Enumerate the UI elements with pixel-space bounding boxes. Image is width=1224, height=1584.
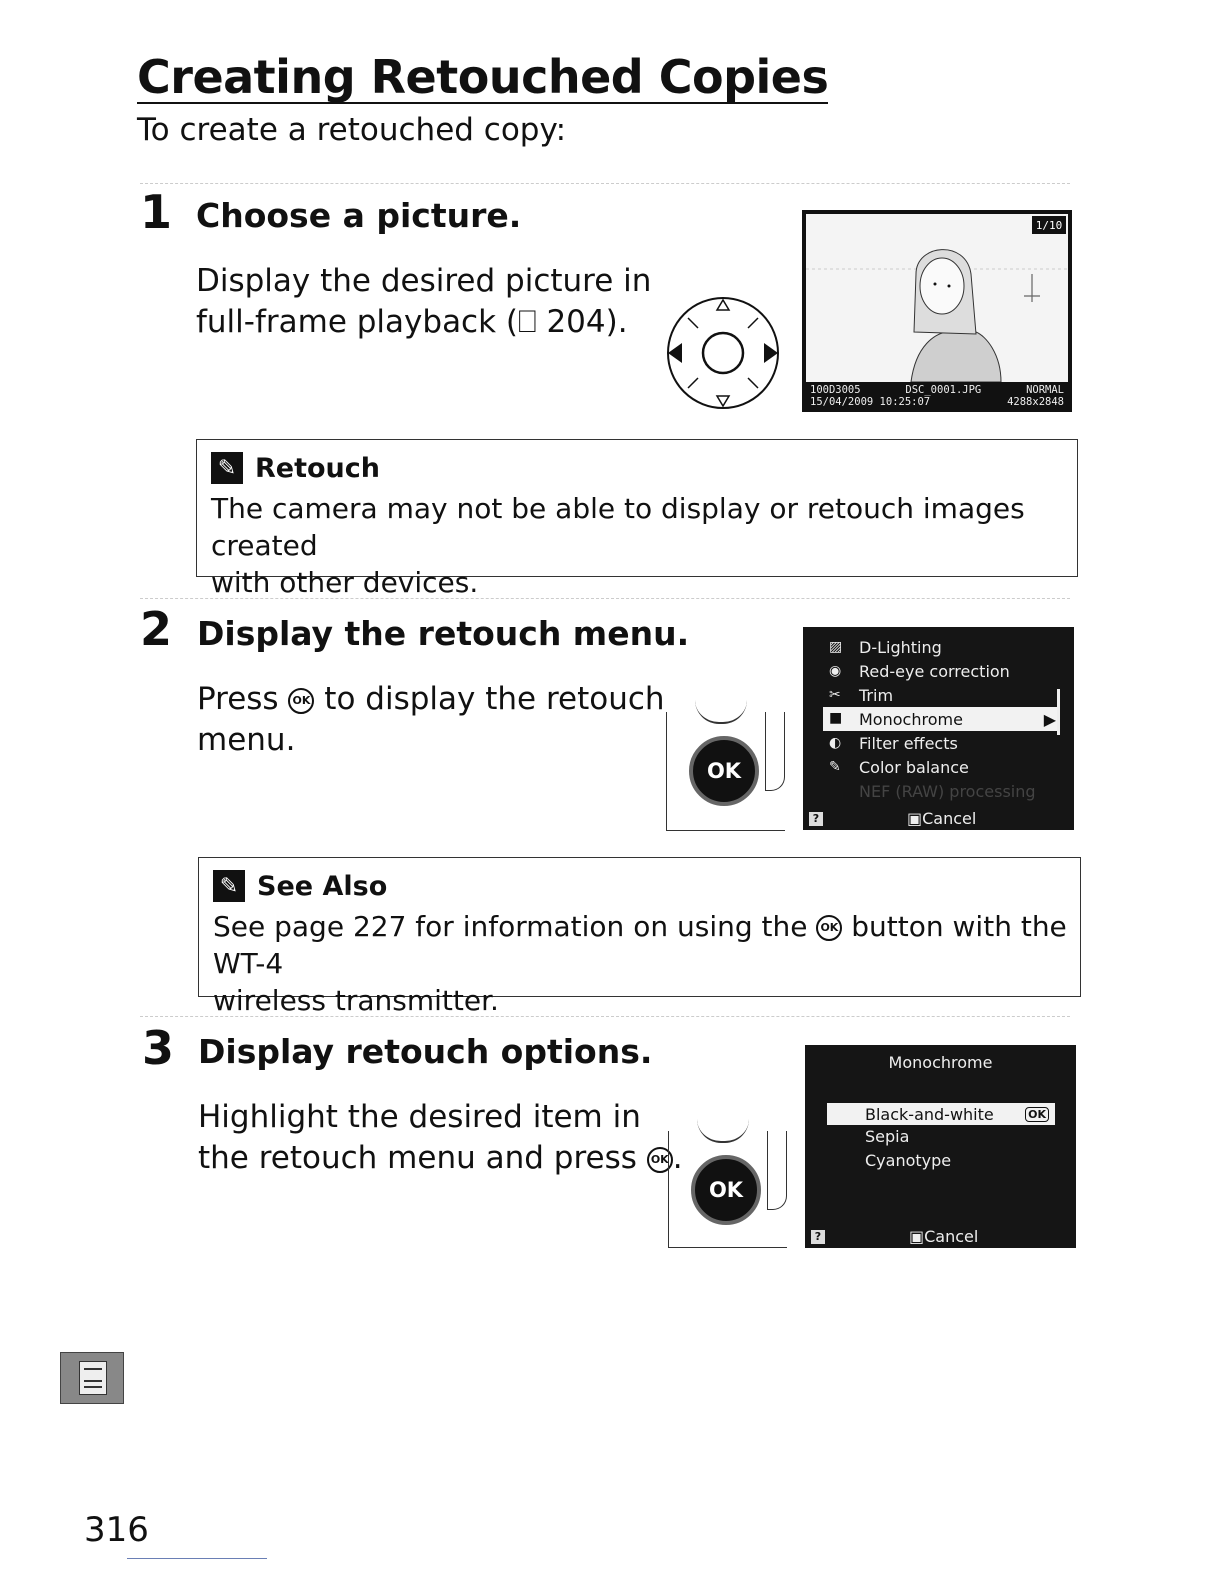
step-body — [196, 261, 651, 343]
note-line: The camera may not be able to display or retouch images created — [211, 492, 1025, 562]
cancel-label: ▣Cancel — [907, 809, 977, 828]
color-balance-icon: ✎ — [829, 759, 841, 775]
pencil-icon: ✎ — [213, 870, 245, 902]
ok-button-icon: OK — [288, 688, 314, 714]
capture-time: 10:25:07 — [879, 396, 931, 408]
step-body-line: Highlight the desired item in — [198, 1099, 641, 1135]
multi-selector — [664, 296, 782, 410]
step-body-line: the retouch menu and press OK . — [198, 1140, 683, 1176]
note-header — [211, 452, 380, 484]
menu-item-nef-processing: NEF (RAW) processing — [859, 781, 1036, 801]
step-title: Choose a picture. — [196, 196, 522, 235]
footer-rule — [127, 1558, 267, 1559]
photo-preview — [806, 214, 1068, 382]
scrollbar — [1057, 689, 1060, 735]
screen-title: Monochrome — [888, 1053, 993, 1072]
camera-edge — [767, 1131, 787, 1210]
step-number: 3 — [142, 1021, 175, 1075]
ok-button: OK — [689, 736, 759, 806]
playback-screen — [802, 210, 1072, 412]
menu-item-d-lighting: ▨ D-Lighting — [829, 637, 942, 657]
ok-button-icon: OK — [816, 915, 842, 941]
monochrome-icon: ■ — [829, 709, 843, 726]
step-body — [198, 1097, 683, 1179]
divider — [140, 183, 1070, 185]
retouch-menu-list — [803, 635, 1074, 803]
menu-icon — [79, 1361, 107, 1395]
note-see-also — [198, 857, 1081, 1017]
step-number: 1 — [140, 185, 173, 239]
cancel-label: ▣Cancel — [909, 1227, 979, 1246]
ok-badge: OK — [1025, 1107, 1049, 1122]
help-icon: ? — [811, 1230, 825, 1244]
menu-item-red-eye: ◉ Red-eye correction — [829, 661, 1010, 681]
page-number: 316 — [84, 1510, 149, 1550]
step-title: Display retouch options. — [198, 1032, 653, 1071]
step-number: 2 — [140, 602, 173, 656]
filter-icon: ◐ — [829, 735, 842, 751]
note-body — [211, 490, 1077, 601]
divider — [140, 598, 1070, 600]
image-quality: NORMAL — [1026, 384, 1064, 396]
menu-item-color-balance: ✎ Color balance — [829, 757, 969, 777]
step-body-line: full-frame playback (⎕ 204). — [196, 304, 628, 340]
note-header — [213, 870, 387, 902]
option-black-and-white: Black-and-white OK — [827, 1103, 1055, 1125]
folder-name: 100D3005 — [810, 384, 861, 396]
step-body — [197, 679, 665, 761]
pencil-icon: ✎ — [211, 452, 243, 484]
frame-counter: 1/10 — [1035, 219, 1063, 232]
note-line: wireless transmitter. — [213, 984, 499, 1017]
image-size: 4288x2848 — [1007, 396, 1064, 408]
scissors-icon: ✂ — [829, 687, 841, 703]
divider — [140, 1016, 1070, 1018]
step-body-line: Display the desired picture in — [196, 263, 652, 299]
ok-button: OK — [691, 1155, 761, 1225]
eye-icon: ◉ — [829, 663, 842, 679]
multi-selector-icon — [664, 296, 782, 410]
menu-item-monochrome: ■ Monochrome ▶ — [823, 707, 1060, 731]
note-title: See Also — [257, 870, 388, 902]
dial-edge — [695, 700, 747, 724]
section-tab-icon — [60, 1352, 124, 1404]
camera-edge — [765, 712, 785, 791]
d-lighting-icon: ▨ — [829, 639, 843, 655]
option-sepia: Sepia — [865, 1127, 910, 1146]
intro-text: To create a retouched copy: — [137, 112, 567, 148]
file-name: DSC_0001.JPG — [905, 384, 982, 396]
help-icon: ? — [809, 812, 823, 826]
dial-edge — [697, 1119, 749, 1143]
arrow-right-icon: ▶ — [1043, 709, 1056, 729]
option-cyanotype: Cyanotype — [865, 1151, 952, 1170]
menu-item-filter-effects: ◐ Filter effects — [829, 733, 958, 753]
note-title: Retouch — [255, 452, 381, 484]
note-line: See page 227 for information on using the OK button with the WT-4 — [213, 910, 1067, 980]
ok-button-illustration — [666, 712, 785, 831]
note-line: with other devices. — [211, 566, 479, 599]
page-title: Creating Retouched Copies — [137, 50, 829, 104]
portrait-image — [806, 214, 1068, 382]
monochrome-screen — [805, 1045, 1076, 1248]
menu-item-trim: ✂ Trim — [829, 685, 894, 705]
step-title: Display the retouch menu. — [197, 614, 690, 653]
capture-date: 15/04/2009 — [810, 396, 874, 408]
photo-info — [810, 384, 1064, 408]
note-body — [213, 908, 1080, 1019]
ok-button-illustration — [668, 1131, 787, 1248]
step-body-line: menu. — [197, 722, 296, 758]
ok-button-icon: OK — [647, 1147, 673, 1173]
step-body-line: Press OK to display the retouch — [197, 681, 665, 717]
retouch-menu-screen — [803, 627, 1074, 830]
note-retouch — [196, 439, 1078, 599]
